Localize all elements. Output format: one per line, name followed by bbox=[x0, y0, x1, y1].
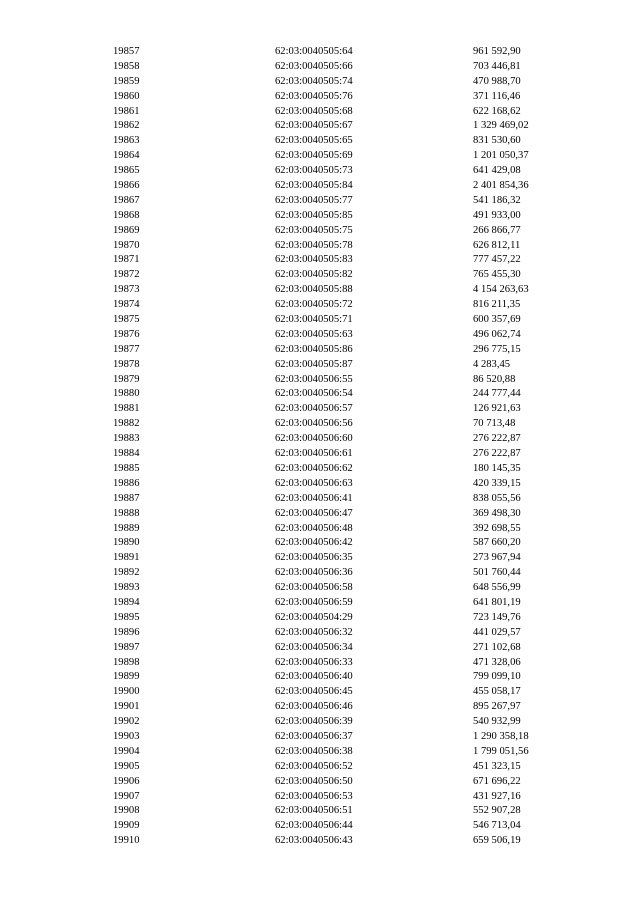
cadastral-value-cell: 540 932,99 bbox=[473, 716, 521, 728]
cadastral-number-cell: 62:03:0040506:60 bbox=[275, 433, 353, 445]
cadastral-value-cell: 671 696,22 bbox=[473, 775, 521, 787]
table-row bbox=[0, 834, 640, 849]
cadastral-value-cell: 271 102,68 bbox=[473, 641, 521, 653]
row-number-cell: 19896 bbox=[113, 626, 140, 638]
cadastral-number-cell: 62:03:0040505:71 bbox=[275, 314, 353, 326]
table-row bbox=[0, 298, 640, 313]
cadastral-number-cell: 62:03:0040506:35 bbox=[275, 552, 353, 564]
cadastral-value-cell: 70 713,48 bbox=[473, 418, 516, 430]
cadastral-number-cell: 62:03:0040506:59 bbox=[275, 596, 353, 608]
row-number-cell: 19876 bbox=[113, 328, 140, 340]
cadastral-number-cell: 62:03:0040506:41 bbox=[275, 492, 353, 504]
cadastral-number-cell: 62:03:0040506:58 bbox=[275, 582, 353, 594]
cadastral-number-cell: 62:03:0040506:43 bbox=[275, 835, 353, 847]
row-number-cell: 19859 bbox=[113, 75, 140, 87]
cadastral-value-table bbox=[0, 45, 640, 849]
cadastral-value-cell: 126 921,63 bbox=[473, 403, 521, 415]
row-number-cell: 19907 bbox=[113, 790, 140, 802]
table-row bbox=[0, 715, 640, 730]
cadastral-number-cell: 62:03:0040505:83 bbox=[275, 254, 353, 266]
cadastral-value-cell: 765 455,30 bbox=[473, 269, 521, 281]
cadastral-number-cell: 62:03:0040506:62 bbox=[275, 462, 353, 474]
cadastral-value-cell: 1 290 358,18 bbox=[473, 730, 529, 742]
row-number-cell: 19873 bbox=[113, 284, 140, 296]
cadastral-value-cell: 4 283,45 bbox=[473, 358, 511, 370]
cadastral-value-cell: 4 154 263,63 bbox=[473, 284, 529, 296]
cadastral-number-cell: 62:03:0040506:63 bbox=[275, 477, 353, 489]
table-row bbox=[0, 149, 640, 164]
cadastral-value-cell: 961 592,90 bbox=[473, 46, 521, 57]
cadastral-number-cell: 62:03:0040505:63 bbox=[275, 328, 353, 340]
cadastral-number-cell: 62:03:0040506:55 bbox=[275, 373, 353, 385]
table-row bbox=[0, 626, 640, 641]
row-number-cell: 19874 bbox=[113, 299, 140, 311]
row-number-cell: 19878 bbox=[113, 358, 140, 370]
row-number-cell: 19880 bbox=[113, 388, 140, 400]
cadastral-number-cell: 62:03:0040505:75 bbox=[275, 224, 353, 236]
cadastral-number-cell: 62:03:0040506:48 bbox=[275, 522, 353, 534]
cadastral-value-cell: 838 055,56 bbox=[473, 492, 521, 504]
table-row bbox=[0, 432, 640, 447]
cadastral-number-cell: 62:03:0040505:82 bbox=[275, 269, 353, 281]
cadastral-number-cell: 62:03:0040506:54 bbox=[275, 388, 353, 400]
row-number-cell: 19894 bbox=[113, 596, 140, 608]
cadastral-number-cell: 62:03:0040505:69 bbox=[275, 150, 353, 162]
cadastral-value-cell: 276 222,87 bbox=[473, 448, 521, 460]
table-row bbox=[0, 685, 640, 700]
cadastral-value-cell: 600 357,69 bbox=[473, 314, 521, 326]
cadastral-value-cell: 273 967,94 bbox=[473, 552, 521, 564]
cadastral-value-cell: 541 186,32 bbox=[473, 194, 521, 206]
table-row bbox=[0, 775, 640, 790]
cadastral-value-cell: 1 799 051,56 bbox=[473, 745, 529, 757]
cadastral-value-cell: 470 988,70 bbox=[473, 75, 521, 87]
cadastral-value-cell: 641 429,08 bbox=[473, 165, 521, 177]
row-number-cell: 19897 bbox=[113, 641, 140, 653]
row-number-cell: 19869 bbox=[113, 224, 140, 236]
row-number-cell: 19870 bbox=[113, 239, 140, 251]
row-number-cell: 19902 bbox=[113, 716, 140, 728]
cadastral-value-cell: 703 446,81 bbox=[473, 60, 521, 72]
row-number-cell: 19864 bbox=[113, 150, 140, 162]
cadastral-value-cell: 546 713,04 bbox=[473, 820, 521, 832]
row-number-cell: 19909 bbox=[113, 820, 140, 832]
row-number-cell: 19857 bbox=[113, 46, 140, 57]
row-number-cell: 19901 bbox=[113, 701, 140, 713]
cadastral-value-cell: 371 116,46 bbox=[473, 90, 521, 102]
table-row bbox=[0, 253, 640, 268]
table-row bbox=[0, 551, 640, 566]
table-row bbox=[0, 239, 640, 254]
cadastral-value-cell: 816 211,35 bbox=[473, 299, 521, 311]
cadastral-value-cell: 244 777,44 bbox=[473, 388, 521, 400]
row-number-cell: 19866 bbox=[113, 180, 140, 192]
row-number-cell: 19867 bbox=[113, 194, 140, 206]
row-number-cell: 19860 bbox=[113, 90, 140, 102]
table-row bbox=[0, 596, 640, 611]
cadastral-value-cell: 831 530,60 bbox=[473, 135, 521, 147]
table-row bbox=[0, 730, 640, 745]
cadastral-value-cell: 626 812,11 bbox=[473, 239, 521, 251]
cadastral-number-cell: 62:03:0040506:46 bbox=[275, 701, 353, 713]
row-number-cell: 19898 bbox=[113, 656, 140, 668]
cadastral-number-cell: 62:03:0040504:29 bbox=[275, 611, 353, 623]
cadastral-number-cell: 62:03:0040506:57 bbox=[275, 403, 353, 415]
cadastral-value-cell: 622 168,62 bbox=[473, 105, 521, 117]
cadastral-number-cell: 62:03:0040506:39 bbox=[275, 716, 353, 728]
table-row bbox=[0, 790, 640, 805]
cadastral-number-cell: 62:03:0040506:56 bbox=[275, 418, 353, 430]
row-number-cell: 19885 bbox=[113, 462, 140, 474]
table-row bbox=[0, 209, 640, 224]
cadastral-number-cell: 62:03:0040505:66 bbox=[275, 60, 353, 72]
cadastral-number-cell: 62:03:0040506:33 bbox=[275, 656, 353, 668]
cadastral-number-cell: 62:03:0040505:78 bbox=[275, 239, 353, 251]
table-row bbox=[0, 581, 640, 596]
row-number-cell: 19886 bbox=[113, 477, 140, 489]
row-number-cell: 19868 bbox=[113, 209, 140, 221]
row-number-cell: 19871 bbox=[113, 254, 140, 266]
row-number-cell: 19872 bbox=[113, 269, 140, 281]
row-number-cell: 19906 bbox=[113, 775, 140, 787]
cadastral-value-cell: 451 323,15 bbox=[473, 760, 521, 772]
cadastral-value-cell: 296 775,15 bbox=[473, 343, 521, 355]
row-number-cell: 19899 bbox=[113, 671, 140, 683]
row-number-cell: 19905 bbox=[113, 760, 140, 772]
table-row bbox=[0, 268, 640, 283]
table-row bbox=[0, 75, 640, 90]
cadastral-number-cell: 62:03:0040506:36 bbox=[275, 567, 353, 579]
row-number-cell: 19908 bbox=[113, 805, 140, 817]
table-row bbox=[0, 641, 640, 656]
row-number-cell: 19903 bbox=[113, 730, 140, 742]
table-row bbox=[0, 45, 640, 60]
cadastral-number-cell: 62:03:0040506:51 bbox=[275, 805, 353, 817]
row-number-cell: 19889 bbox=[113, 522, 140, 534]
table-row bbox=[0, 656, 640, 671]
cadastral-value-cell: 1 201 050,37 bbox=[473, 150, 529, 162]
cadastral-number-cell: 62:03:0040505:72 bbox=[275, 299, 353, 311]
cadastral-number-cell: 62:03:0040506:50 bbox=[275, 775, 353, 787]
cadastral-number-cell: 62:03:0040505:65 bbox=[275, 135, 353, 147]
cadastral-number-cell: 62:03:0040505:68 bbox=[275, 105, 353, 117]
table-row bbox=[0, 358, 640, 373]
row-number-cell: 19884 bbox=[113, 448, 140, 460]
table-row bbox=[0, 90, 640, 105]
table-row bbox=[0, 507, 640, 522]
cadastral-number-cell: 62:03:0040506:45 bbox=[275, 686, 353, 698]
cadastral-number-cell: 62:03:0040506:32 bbox=[275, 626, 353, 638]
cadastral-number-cell: 62:03:0040506:42 bbox=[275, 537, 353, 549]
table-row bbox=[0, 224, 640, 239]
table-row bbox=[0, 60, 640, 75]
row-number-cell: 19891 bbox=[113, 552, 140, 564]
table-row bbox=[0, 105, 640, 120]
table-row bbox=[0, 611, 640, 626]
cadastral-number-cell: 62:03:0040505:67 bbox=[275, 120, 353, 132]
row-number-cell: 19900 bbox=[113, 686, 140, 698]
cadastral-value-cell: 1 329 469,02 bbox=[473, 120, 529, 132]
row-number-cell: 19890 bbox=[113, 537, 140, 549]
table-row bbox=[0, 536, 640, 551]
row-number-cell: 19904 bbox=[113, 745, 140, 757]
cadastral-value-cell: 431 927,16 bbox=[473, 790, 521, 802]
table-row bbox=[0, 670, 640, 685]
cadastral-value-cell: 471 328,06 bbox=[473, 656, 521, 668]
table-row bbox=[0, 119, 640, 134]
cadastral-value-cell: 276 222,87 bbox=[473, 433, 521, 445]
table-row bbox=[0, 373, 640, 388]
cadastral-number-cell: 62:03:0040505:88 bbox=[275, 284, 353, 296]
cadastral-value-cell: 369 498,30 bbox=[473, 507, 521, 519]
cadastral-number-cell: 62:03:0040505:74 bbox=[275, 75, 353, 87]
cadastral-value-cell: 180 145,35 bbox=[473, 462, 521, 474]
row-number-cell: 19863 bbox=[113, 135, 140, 147]
table-row bbox=[0, 447, 640, 462]
row-number-cell: 19879 bbox=[113, 373, 140, 385]
row-number-cell: 19881 bbox=[113, 403, 140, 415]
table-row bbox=[0, 283, 640, 298]
table-row bbox=[0, 477, 640, 492]
row-number-cell: 19882 bbox=[113, 418, 140, 430]
cadastral-value-cell: 496 062,74 bbox=[473, 328, 521, 340]
row-number-cell: 19862 bbox=[113, 120, 140, 132]
row-number-cell: 19883 bbox=[113, 433, 140, 445]
table-row bbox=[0, 417, 640, 432]
cadastral-number-cell: 62:03:0040505:76 bbox=[275, 90, 353, 102]
table-row bbox=[0, 179, 640, 194]
cadastral-number-cell: 62:03:0040505:87 bbox=[275, 358, 353, 370]
cadastral-number-cell: 62:03:0040505:84 bbox=[275, 180, 353, 192]
cadastral-number-cell: 62:03:0040506:40 bbox=[275, 671, 353, 683]
table-row bbox=[0, 313, 640, 328]
cadastral-value-cell: 641 801,19 bbox=[473, 596, 521, 608]
cadastral-number-cell: 62:03:0040505:64 bbox=[275, 46, 353, 57]
cadastral-number-cell: 62:03:0040506:47 bbox=[275, 507, 353, 519]
cadastral-value-cell: 86 520,88 bbox=[473, 373, 516, 385]
table-row bbox=[0, 566, 640, 581]
cadastral-value-cell: 777 457,22 bbox=[473, 254, 521, 266]
cadastral-number-cell: 62:03:0040506:34 bbox=[275, 641, 353, 653]
row-number-cell: 19875 bbox=[113, 314, 140, 326]
cadastral-value-cell: 455 058,17 bbox=[473, 686, 521, 698]
cadastral-number-cell: 62:03:0040506:61 bbox=[275, 448, 353, 460]
table-row bbox=[0, 492, 640, 507]
cadastral-value-cell: 491 933,00 bbox=[473, 209, 521, 221]
table-row bbox=[0, 343, 640, 358]
cadastral-number-cell: 62:03:0040506:44 bbox=[275, 820, 353, 832]
cadastral-number-cell: 62:03:0040506:37 bbox=[275, 730, 353, 742]
table-row bbox=[0, 522, 640, 537]
cadastral-value-cell: 441 029,57 bbox=[473, 626, 521, 638]
cadastral-number-cell: 62:03:0040506:52 bbox=[275, 760, 353, 772]
table-row bbox=[0, 328, 640, 343]
cadastral-value-cell: 392 698,55 bbox=[473, 522, 521, 534]
table-row bbox=[0, 194, 640, 209]
row-number-cell: 19887 bbox=[113, 492, 140, 504]
cadastral-number-cell: 62:03:0040505:86 bbox=[275, 343, 353, 355]
row-number-cell: 19893 bbox=[113, 582, 140, 594]
cadastral-value-cell: 420 339,15 bbox=[473, 477, 521, 489]
table-row bbox=[0, 745, 640, 760]
row-number-cell: 19895 bbox=[113, 611, 140, 623]
table-row bbox=[0, 760, 640, 775]
row-number-cell: 19861 bbox=[113, 105, 140, 117]
cadastral-value-cell: 723 149,76 bbox=[473, 611, 521, 623]
cadastral-number-cell: 62:03:0040506:38 bbox=[275, 745, 353, 757]
table-row bbox=[0, 402, 640, 417]
row-number-cell: 19877 bbox=[113, 343, 140, 355]
cadastral-number-cell: 62:03:0040505:77 bbox=[275, 194, 353, 206]
table-row bbox=[0, 134, 640, 149]
cadastral-value-cell: 2 401 854,36 bbox=[473, 180, 529, 192]
row-number-cell: 19892 bbox=[113, 567, 140, 579]
cadastral-value-cell: 501 760,44 bbox=[473, 567, 521, 579]
cadastral-number-cell: 62:03:0040506:53 bbox=[275, 790, 353, 802]
table-row bbox=[0, 164, 640, 179]
cadastral-number-cell: 62:03:0040505:73 bbox=[275, 165, 353, 177]
cadastral-number-cell: 62:03:0040505:85 bbox=[275, 209, 353, 221]
cadastral-value-cell: 552 907,28 bbox=[473, 805, 521, 817]
row-number-cell: 19858 bbox=[113, 60, 140, 72]
table-row bbox=[0, 387, 640, 402]
table-row bbox=[0, 804, 640, 819]
cadastral-value-cell: 895 267,97 bbox=[473, 701, 521, 713]
cadastral-value-cell: 266 866,77 bbox=[473, 224, 521, 236]
cadastral-value-cell: 648 556,99 bbox=[473, 582, 521, 594]
row-number-cell: 19910 bbox=[113, 835, 140, 847]
cadastral-value-cell: 587 660,20 bbox=[473, 537, 521, 549]
row-number-cell: 19888 bbox=[113, 507, 140, 519]
table-row bbox=[0, 819, 640, 834]
table-row bbox=[0, 462, 640, 477]
table-row bbox=[0, 700, 640, 715]
row-number-cell: 19865 bbox=[113, 165, 140, 177]
cadastral-value-cell: 799 099,10 bbox=[473, 671, 521, 683]
cadastral-value-cell: 659 506,19 bbox=[473, 835, 521, 847]
